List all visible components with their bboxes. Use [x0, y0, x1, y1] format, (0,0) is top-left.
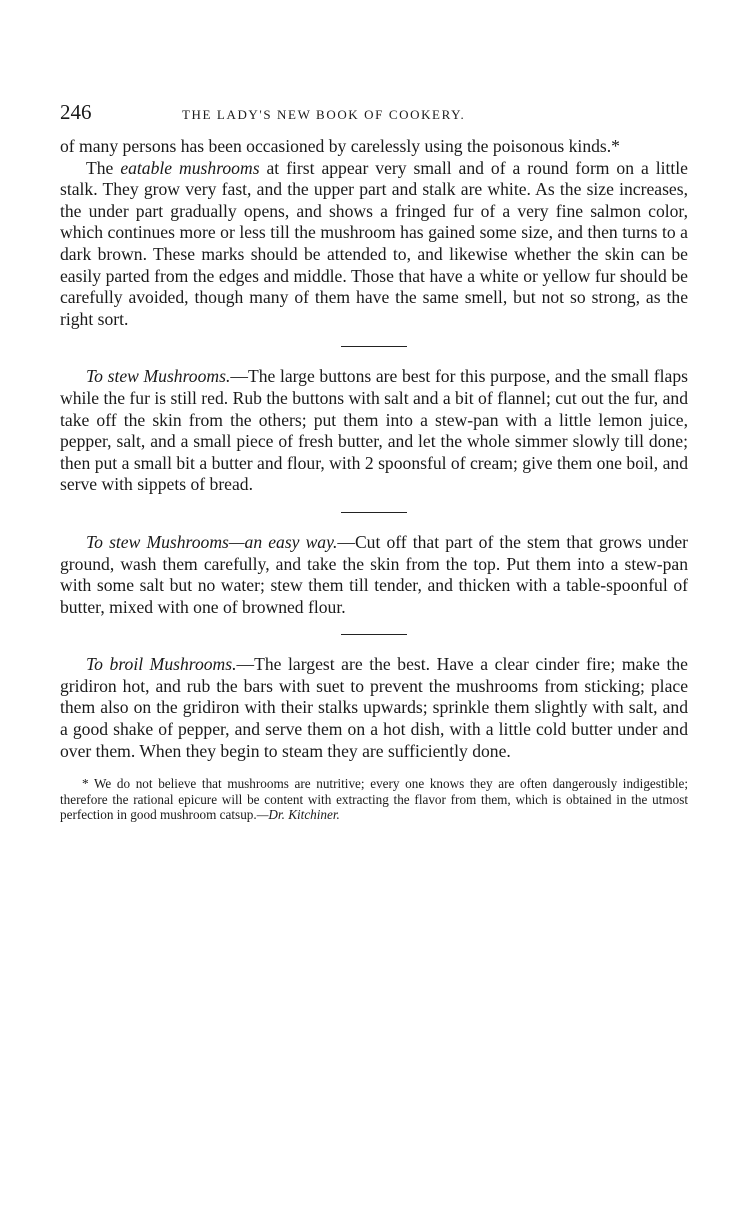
- section-divider: [341, 634, 407, 635]
- page-number: 246: [60, 100, 92, 124]
- recipe-stew-mushrooms: [60, 366, 688, 496]
- recipe-stew-mushrooms-easy: [60, 532, 688, 618]
- recipe-title: To stew Mushrooms.: [86, 366, 231, 387]
- page-header: [60, 100, 688, 136]
- paragraph-eatable-mushrooms: [60, 158, 688, 331]
- recipe-title: To stew Mushrooms—an easy way.: [86, 531, 338, 552]
- footnote: [60, 776, 688, 823]
- recipe-broil-mushrooms: [60, 654, 688, 762]
- book-page: [60, 100, 688, 823]
- text-segment: The: [86, 157, 121, 178]
- italic-term: eatable mushrooms: [120, 157, 260, 178]
- paragraph-continued: [60, 136, 688, 158]
- footnote-signature: —Dr. Kitchiner.: [256, 807, 340, 823]
- running-head: THE LADY'S NEW BOOK OF COOKERY.: [182, 107, 466, 122]
- section-divider: [341, 512, 407, 513]
- footnote-text: * We do not believe that mushrooms are nutritive; every one knows they are often dangerously indigestible; therefore the rational epicure will be content with extracting the flavor from them, which is obtained in the utmost perfection in good mushroom catsup.: [60, 776, 688, 823]
- recipe-body: —The largest are the best. Have a clear cinder fire; make the gridiron hot, and rub the bars with suet to prevent the mushrooms from sticking; place them also on the gridiron with their stalks upwards; sprinkle them slightly with salt, and a good shake of pepper, and serve them on a hot dish, with a little cold butter under and over them. When they begin to steam they are sufficiently done.: [60, 654, 688, 761]
- text-segment: of many persons has been occasioned by carelessly using the poisonous kinds.*: [60, 136, 620, 156]
- section-divider: [341, 346, 407, 347]
- text-segment: at first appear very small and of a round form on a little stalk. They grow very fast, and the upper part and stalk are white. As the size increases, the under part gradually opens, and shows a fringed fur of a very fine salmon color, which continues more or less till the mushroom has gained some size, and then turns to a dark brown. These marks should be attended to, and likewise whether the skin can be easily parted from the edges and middle. Those that have a white or yellow fur should be carefully avoided, though many of them have the same smell, but not so strong, as the right sort.: [60, 157, 688, 329]
- recipe-body: —Cut off that part of the stem that grows under ground, wash them carefully, and take the skin from the top. Put them into a stew-pan with some salt but no water; stew them till tender, and thicken with a table-spoonful of butter, mixed with one of browned flour.: [60, 531, 688, 617]
- recipe-title: To broil Mushrooms.: [86, 654, 237, 675]
- recipe-body: —The large buttons are best for this purpose, and the small flaps while the fur is still red. Rub the buttons with salt and a bit of flannel; cut out the fur, and take off the skin from the others; put them into a stew-pan with a little lemon juice, pepper, salt, and a small piece of fresh butter, and let the whole simmer slowly till done; then put a small bit a butter and flour, with 2 spoonsful of cream; give them one boil, and serve with sippets of bread.: [60, 366, 688, 495]
